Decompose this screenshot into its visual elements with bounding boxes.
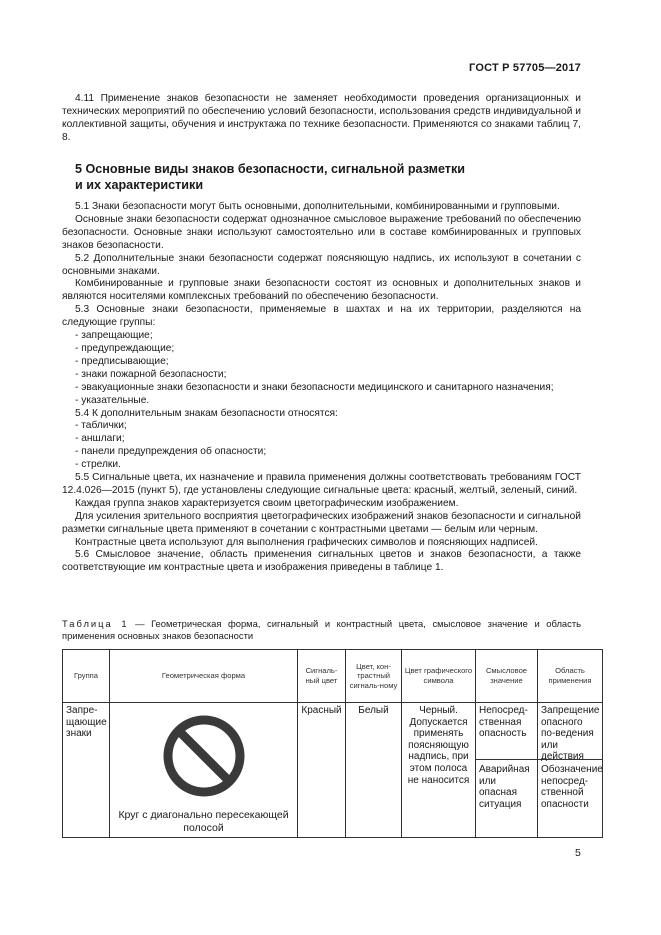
paragraph: Основные знаки безопасности содержат однозначное смысловое выражение требований по обеспечению безопасности. Основные знаки используют самостоятельно или в составе комбинированных и групповых знаков безопасности.: [62, 213, 581, 251]
application-1: Запрещение опасного по-ведения или действия: [538, 705, 602, 760]
list-item: - панели предупреждения об опасности;: [75, 446, 267, 458]
column-header-meaning: Смысловое значение: [476, 650, 538, 703]
list-item: - указательные.: [75, 394, 150, 406]
cell-signal-color: Красный: [298, 703, 346, 838]
paragraph: Контрастные цвета используют для выполнения графических символов и поясняющих надписей.: [75, 536, 538, 548]
paragraph: Каждая группа знаков характеризуется своим цветографическим изображением.: [75, 497, 459, 509]
paragraph-5-5: 5.5 Сигнальные цвета, их назначение и правила применения должны соответствовать требованиям ГОСТ 12.4.026—2015 (пункт 5), где установлены следующие сигнальные цвета: красный, желтый, зеленый, синий.: [62, 472, 581, 496]
list-item: - предупреждающие;: [75, 342, 175, 354]
table-caption-text: — Геометрическая форма, сигнальный и контрастный цвета, смысловое значение и область применения основных знаков безопасности: [62, 618, 581, 641]
table-caption-label: Таблица 1: [62, 618, 129, 629]
cell-group: Запре-щающие знаки: [63, 703, 110, 838]
page-number: 5: [575, 847, 581, 859]
table-header-row: [63, 650, 603, 703]
paragraph-5-6: 5.6 Смысловое значение, область применения сигнальных цветов и знаков безопасности, а также соответствующие им контрастные цвета и изображения приведены в таблице 1.: [62, 549, 581, 574]
paragraph-5-1: 5.1 Знаки безопасности могут быть основными, дополнительными, комбинированными и групповыми.: [75, 201, 560, 212]
cell-meaning: [476, 703, 538, 838]
application-2: Обозначение непосред-ственной опасности: [541, 764, 603, 810]
paragraph: Для усиления зрительного восприятия цветографических изображений знаков безопасности и сигнальной разметки сигнальные цвета применяют в сочетании с контрастными цветами — белым или черным.: [62, 510, 581, 535]
list-item: - эвакуационные знаки безопасности и знаки безопасности медицинского и санитарного назначения;: [75, 381, 554, 393]
list-item: - знаки пожарной безопасности;: [75, 368, 227, 380]
meaning-2: Аварийная или опасная ситуация: [479, 764, 530, 810]
paragraph-5-2: 5.2 Дополнительные знаки безопасности содержат поясняющую надпись, их используют в сочетании с основными знаками.: [62, 252, 581, 277]
table-1: [62, 649, 603, 838]
section-title-line-2: и их характеристики: [75, 178, 204, 192]
cell-application: [538, 703, 603, 838]
list-item: - запрещающие;: [75, 330, 153, 342]
shape-caption: Круг с диагонально пересекающей полосой: [118, 808, 289, 834]
column-header-signal-color: Сигналь-ный цвет: [298, 650, 346, 703]
sign-container: [113, 705, 294, 803]
column-header-group: Группа: [63, 650, 110, 703]
table-caption: [62, 618, 581, 642]
section-title-line-1: 5 Основные виды знаков безопасности, сигнальной разметки: [75, 162, 466, 176]
cell-contrast-color: Белый: [346, 703, 402, 838]
column-header-shape: Геометрическая форма: [110, 650, 298, 703]
list-item: - предписывающие;: [75, 355, 169, 367]
paragraph-4-11: 4.11 Применение знаков безопасности не заменяет необходимости проведения организационных и технических мероприятий по обеспечению условий безопасности, использования средств индивидуальной и коллективной защиты, обучения и инструктажа по технике безопасности. Применяются со знаками таблиц 7, 8.: [62, 93, 581, 143]
list-item: - аншлаги;: [75, 433, 125, 445]
column-header-symbol-color: Цвет графического символа: [402, 650, 476, 703]
column-header-contrast-color: Цвет, кон-трастный сигналь-ному: [346, 650, 402, 703]
intro-section: [62, 93, 581, 145]
column-header-application: Область применения: [538, 650, 603, 703]
paragraph-5-3: 5.3 Основные знаки безопасности, применяемые в шахтах и на их территории, разделяются на следующие группы:: [62, 304, 581, 329]
document-code: ГОСТ Р 57705—2017: [469, 62, 581, 74]
prohibition-sign-icon: [161, 713, 247, 799]
section-title: [75, 161, 575, 193]
cell-shape: [110, 703, 298, 838]
paragraph-5-4: 5.4 К дополнительным знакам безопасности относятся:: [75, 407, 338, 419]
list-item: - стрелки.: [75, 459, 121, 471]
body-text: [62, 201, 581, 575]
list-item: - таблички;: [75, 420, 127, 432]
table-row: [63, 703, 603, 838]
meaning-1: Непосред-ственная опасность: [476, 705, 537, 760]
paragraph: Комбинированные и групповые знаки безопасности состоят из основных и дополнительных знаков и являются носителями комплексных требований по обеспечению безопасности.: [62, 278, 581, 303]
cell-symbol-color: Черный. Допускается применять поясняющую надпись, при этом полоса не наносится: [402, 703, 476, 838]
